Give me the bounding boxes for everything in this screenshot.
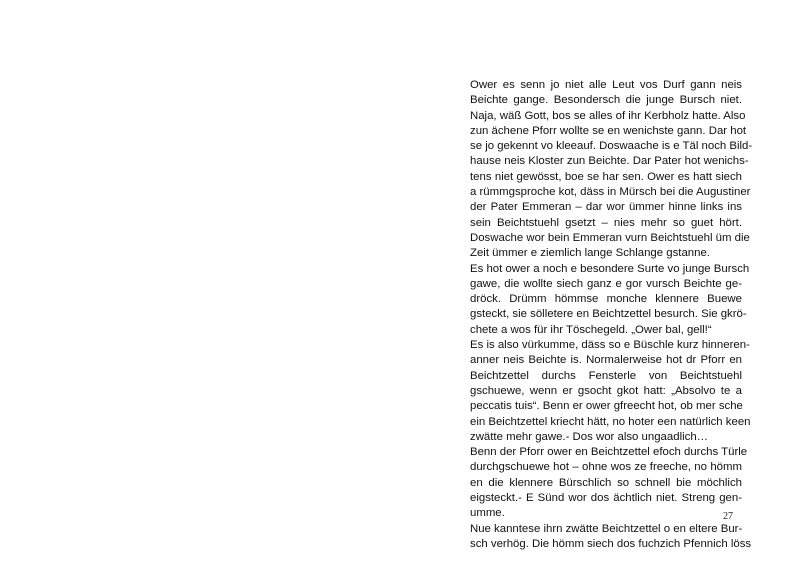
text-line: umme.: [470, 507, 505, 520]
text-line: en die klennere Bürschlich so schnell bie möchlich: [470, 476, 742, 489]
text-line: Es is also vürkumme, däss so e Büschle kurz hinneren-: [470, 339, 750, 352]
text-line: sch verhög. Die hömm siech dos fuchzich Pfennich löss: [470, 537, 752, 550]
text-line: durchgschuewe hot – ohne wos ze freeche, no hömm: [470, 461, 742, 474]
text-line: se jo gekennt vo kleeauf. Doswaache is e Täl noch Bild-: [470, 140, 753, 153]
text-line: peccatis tuis“. Benn er ower gfreecht hot, ob mer sche: [470, 400, 743, 413]
text-line: Zeit ümmer e ziemlich lange Schlange gstanne.: [470, 247, 710, 260]
text-line: gawe, die wollte siech ganz e gor vursch Beichte ge-: [470, 277, 742, 290]
paragraph-1: [470, 78, 753, 262]
paragraph-2: [470, 262, 750, 338]
text-line: Doswache wor bein Emmeran vurn Beichtstuehl üm die: [470, 231, 750, 244]
paragraph-3: [470, 338, 751, 445]
text-line: chete a wos für ihr Töschegeld. „Ower bal, gell!“: [470, 323, 712, 336]
text-line: eigsteckt.- E Sünd wor dos ächtlich niet. Streng gen-: [470, 492, 742, 505]
text-line: Benn der Pforr ower en Beichtzettel efoch durchs Türle: [470, 446, 748, 459]
text-line: sein Beichtstuehl gsetzt – nies mehr so guet hört.: [470, 216, 742, 229]
text-line: gsteckt, sie sölletere en Beichtzettel besurch. Sie gkrö-: [470, 308, 747, 321]
text-line: hause neis Kloster zun Beichte. Dar Pater hot wenichs-: [470, 155, 749, 168]
paragraph-4: [470, 445, 748, 521]
text-line: zun ächene Pforr wollte se en wenichste gann. Dar hot: [470, 124, 747, 137]
text-line: ein Beichtzettel kriecht hätt, no hoter een natürlich keen: [470, 415, 751, 428]
text-line: Nue kanntese ihrn zwätte Beichtzettel o en eltere Bur-: [470, 522, 743, 535]
text-line: tens niet gewösst, boe se har sen. Ower es hatt siech: [470, 170, 742, 183]
body-text: [470, 78, 753, 552]
text-line: gschuewe, wenn er gsocht gkot hatt: „Absolvo te a: [470, 384, 742, 397]
paragraph-5: [470, 522, 752, 553]
text-line: a rümmgsproche kot, däss in Mürsch bei die Augustiner: [470, 186, 751, 199]
text-line: Ower es senn jo niet alle Leut vos Durf gann neis: [470, 79, 742, 91]
page-number: 27: [723, 511, 733, 522]
text-line: Beichtzettel durchs Fensterle von Beichtstuehl: [470, 369, 742, 382]
text-line: Es hot ower a noch e besondere Surte vo junge Bursch: [470, 262, 750, 275]
text-line: anner neis Beichte is. Normalerweise hot dr Pforr en: [470, 354, 742, 367]
text-line: Beichte gange. Besondersch die junge Bursch niet.: [470, 94, 742, 107]
text-line: zwätte mehr gawe.- Dos wor also ungaadlich…: [470, 430, 709, 443]
text-line: der Pater Emmeran – dar wor ümmer hinne links ins: [470, 201, 742, 214]
text-line: Naja, wäß Gott, bos se alles of ihr Kerbholz hatte. Also: [470, 109, 746, 122]
right-page: [400, 0, 800, 566]
text-line: dröck. Drümm hömmse monche klennere Buewe: [470, 293, 742, 306]
